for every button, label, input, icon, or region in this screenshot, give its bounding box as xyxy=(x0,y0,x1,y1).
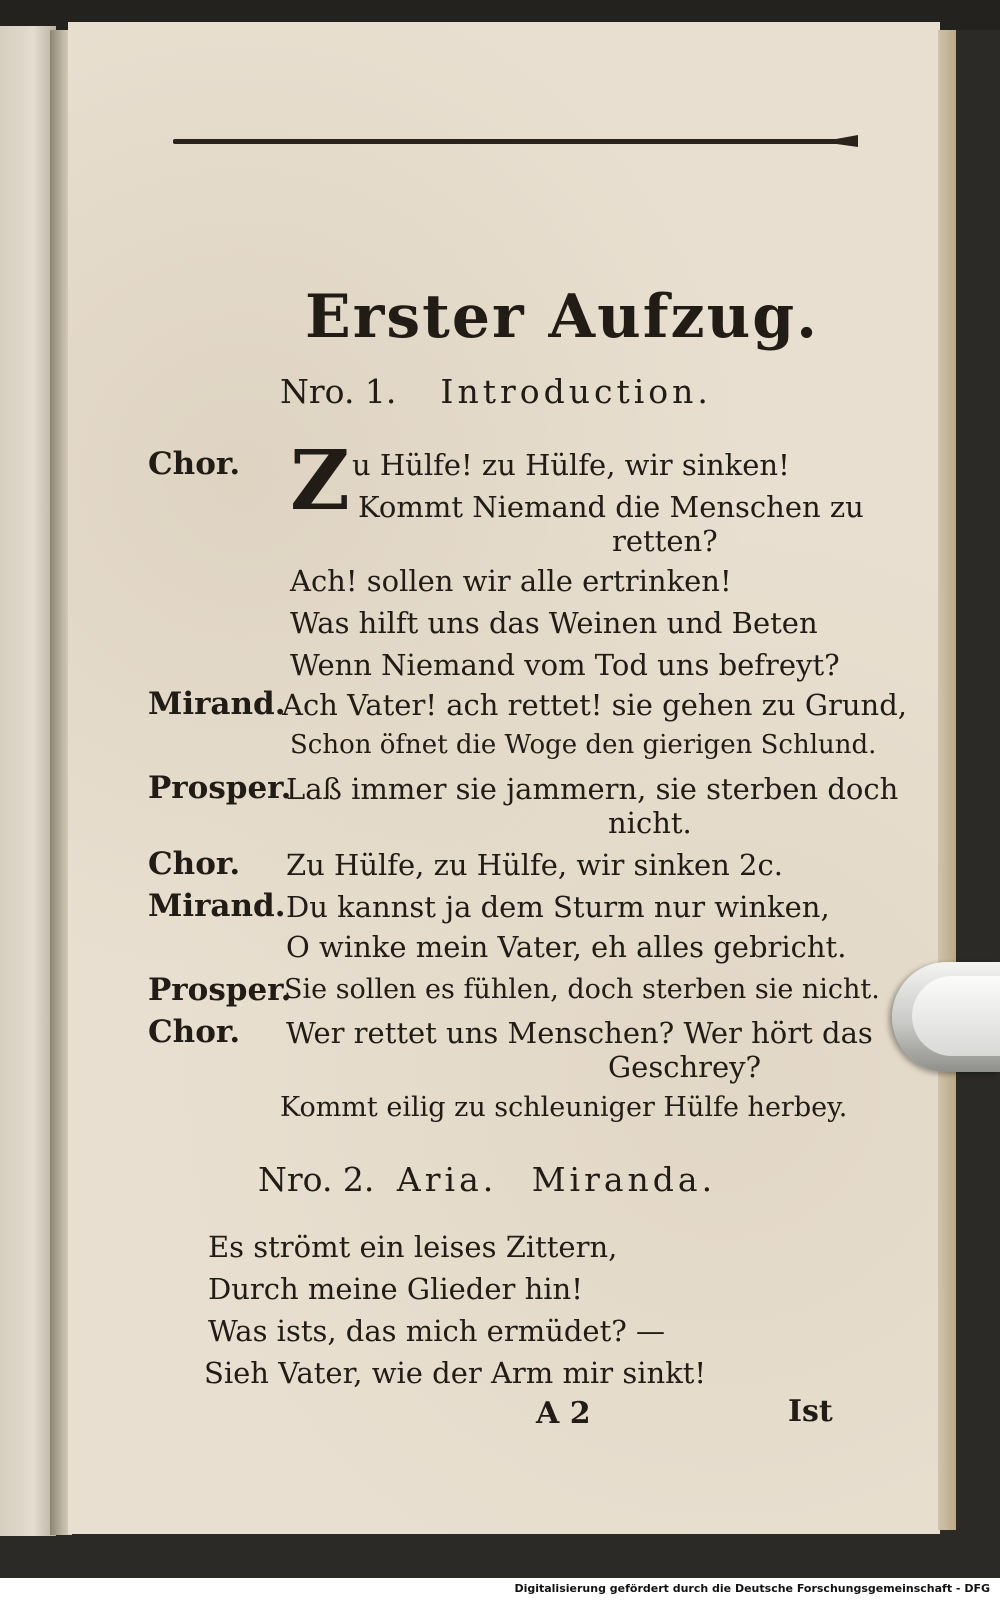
aria-line: Sieh Vater, wie der Arm mir sinkt! xyxy=(204,1356,707,1390)
libretto-line: Wenn Niemand vom Tod uns befreyt? xyxy=(290,648,840,682)
speaker-label: Chor. xyxy=(148,1014,241,1050)
facing-page-edge xyxy=(0,26,56,1536)
libretto-line: Laß immer sie jammern, sie sterben doch xyxy=(286,772,899,806)
libretto-line: Geschrey? xyxy=(608,1050,762,1084)
libretto-line: O winke mein Vater, eh alles gebricht. xyxy=(286,930,847,964)
speaker-label: Chor. xyxy=(148,446,241,482)
libretto-line: Sie sollen es fühlen, doch sterben sie nicht. xyxy=(284,974,880,1005)
number-2-singer: Miranda. xyxy=(531,1160,717,1199)
libretto-line: nicht. xyxy=(608,806,692,840)
page-holder-clip-highlight xyxy=(912,976,1000,1056)
speaker-label: Chor. xyxy=(148,846,241,882)
libretto-line: Du kannst ja dem Sturm nur winken, xyxy=(286,890,830,924)
number-1-heading xyxy=(280,372,712,411)
libretto-line: Ach Vater! ach rettet! sie gehen zu Grund, xyxy=(282,688,907,722)
libretto-line: Ach! sollen wir alle ertrinken! xyxy=(290,564,732,598)
number-1-title: Introduction. xyxy=(440,372,712,411)
drop-cap: Z xyxy=(290,433,350,529)
footer-credit: Digitalisierung gefördert durch die Deutsche Forschungsgemeinschaft - DFG xyxy=(514,1582,990,1595)
speaker-label: Mirand. xyxy=(148,888,286,924)
libretto-line: Schon öfnet die Woge den gierigen Schlund. xyxy=(290,730,877,760)
libretto-line: Zu Hülfe, zu Hülfe, wir sinken 2c. xyxy=(286,848,783,882)
act-title: Erster Aufzug. xyxy=(305,282,820,352)
signature-mark: A 2 xyxy=(536,1396,591,1431)
catchword: Ist xyxy=(788,1394,833,1429)
libretto-line: retten? xyxy=(612,524,718,558)
speaker-label: Prosper. xyxy=(148,972,292,1008)
libretto-line: Kommt eilig zu schleuniger Hülfe herbey. xyxy=(280,1092,848,1123)
libretto-line: Wer rettet uns Menschen? Wer hört das xyxy=(286,1016,873,1050)
page-block-edge xyxy=(938,30,956,1530)
number-1-label: Nro. 1. xyxy=(280,372,397,411)
libretto-line: Was hilft uns das Weinen und Beten xyxy=(290,606,818,640)
libretto-line: Kommt Niemand die Menschen zu xyxy=(358,490,864,524)
aria-line: Was ists, das mich ermüdet? — xyxy=(208,1314,666,1348)
scan-bottom-border xyxy=(0,1536,1000,1576)
speaker-label: Mirand. xyxy=(148,686,286,722)
number-2-title: Aria. xyxy=(396,1160,498,1199)
libretto-line: u Hülfe! zu Hülfe, wir sinken! xyxy=(352,448,790,482)
number-2-label: Nro. 2. xyxy=(258,1160,375,1199)
speaker-label: Prosper. xyxy=(148,770,292,806)
header-rule xyxy=(173,139,857,144)
aria-line: Es strömt ein leises Zittern, xyxy=(208,1230,618,1264)
number-2-heading xyxy=(258,1160,716,1199)
aria-line: Durch meine Glieder hin! xyxy=(208,1272,583,1306)
